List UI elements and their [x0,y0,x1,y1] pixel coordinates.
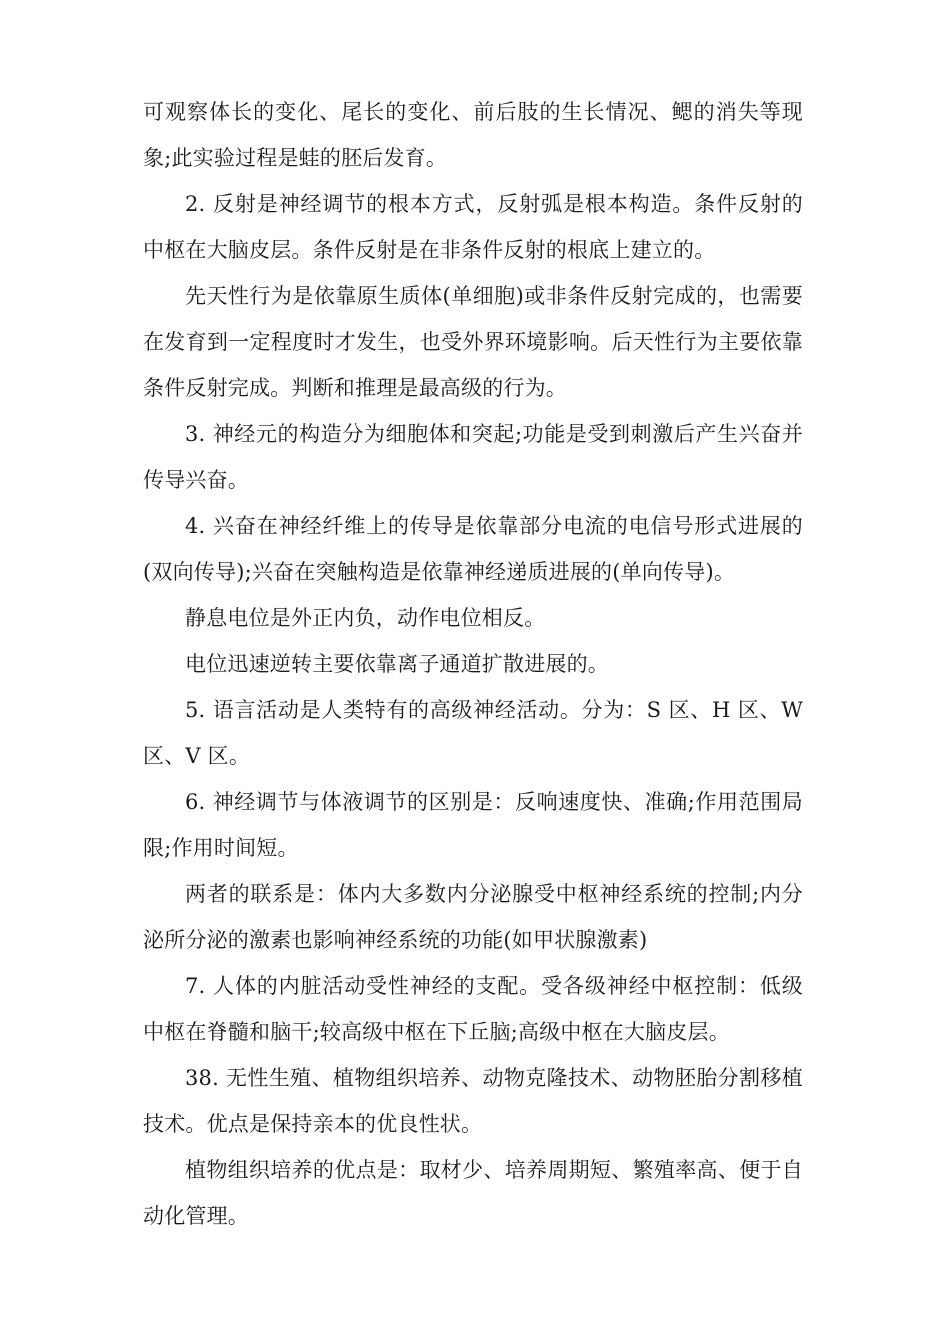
paragraph-item-4: 4. 兴奋在神经纤维上的传导是依靠部分电流的电信号形式进展的(双向传导);兴奋在突触构造是依靠神经递质进展的(单向传导)。 [143,514,803,584]
paragraph-item-7: 7. 人体的内脏活动受性神经的支配。受各级神经中枢控制：低级中枢在脊髓和脑干;较高级中枢在下丘脑;高级中枢在大脑皮层。 [143,974,803,1044]
document-body [143,89,803,1239]
paragraph-potential-reversal: 电位迅速逆转主要依靠离子通道扩散进展的。 [185,652,609,676]
paragraph-item-5: 5. 语言活动是人类特有的高级神经活动。分为：S 区、H 区、W 区、V 区。 [143,698,803,768]
paragraph-resting-potential: 静息电位是外正内负，动作电位相反。 [185,606,546,630]
paragraph-innate-behavior: 先天性行为是依靠原生质体(单细胞)或非条件反射完成的，也需要在发育到一定程度时才发生，也受外界环境影响。后天性行为主要依靠条件反射完成。判断和推理是最高级的行为。 [143,284,803,400]
paragraph-tissue-culture: 植物组织培养的优点是：取材少、培养周期短、繁殖率高、便于自动化管理。 [143,1158,803,1228]
paragraph-item-2: 2. 反射是神经调节的根本方式，反射弧是根本构造。条件反射的中枢在大脑皮层。条件反射是在非条件反射的根底上建立的。 [143,192,803,262]
paragraph-item-38: 38. 无性生殖、植物组织培养、动物克隆技术、动物胚胎分割移植技术。优点是保持亲本的优良性状。 [143,1066,803,1136]
paragraph-continuation: 可观察体长的变化、尾长的变化、前后肢的生长情况、鳃的消失等现象;此实验过程是蛙的胚后发育。 [143,100,803,170]
paragraph-item-6: 6. 神经调节与体液调节的区别是：反响速度快、准确;作用范围局限;作用时间短。 [143,790,803,860]
paragraph-item-3: 3. 神经元的构造分为细胞体和突起;功能是受到刺激后产生兴奋并传导兴奋。 [143,422,803,492]
paragraph-relation: 两者的联系是：体内大多数内分泌腺受中枢神经系统的控制;内分泌所分泌的激素也影响神经系统的功能(如甲状腺激素) [143,882,803,952]
